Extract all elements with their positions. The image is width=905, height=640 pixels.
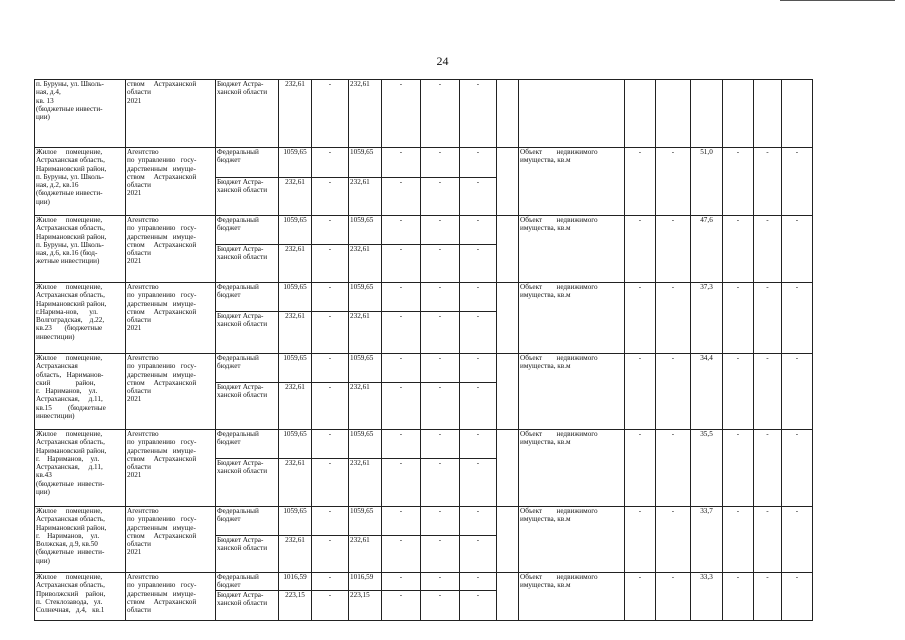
indicator-value: 33,3 [691, 573, 723, 621]
budget-source: Федеральный бюджет [216, 573, 279, 591]
indicator-value: - [754, 430, 782, 507]
indicator-value: - [782, 430, 813, 507]
executor-agency: Агентство по управлению госу- дарственным имуще- ством Астраханской области 2021 [126, 430, 216, 507]
indicator-value: - [782, 573, 813, 621]
budget-source: Бюджет Астра- ханской области [216, 459, 279, 507]
executor-agency: Агентство по управлению госу- дарственным имуще- ством Астраханской области 2021 [126, 216, 216, 283]
budget-source: Федеральный бюджет [216, 283, 279, 312]
indicator-value: - [782, 148, 813, 216]
object-description: Жилое помещение, Астраханская область, Нариманов- ский район, г. Нариманов, ул. Астраханская, д.11, кв.15 (бюджетные инвестиции) [35, 354, 126, 430]
object-description: Жилое помещение, Астраханская область, Наримановский район, п. Буруны, ул. Школь- ная, д.2, кв.16 (бюджетные инвести- ции) [35, 148, 126, 216]
indicator-value: - [723, 148, 754, 216]
budget-year-3: - [382, 148, 421, 178]
budget-year-3: - [382, 590, 421, 620]
object-description: Жилое помещение, Астраханская область, Наримановский район, г. Нариманов, ул. Волжская, д.9, кв.50 (бюджетные инвести- ции) [35, 507, 126, 573]
budget-year-3: - [382, 430, 421, 459]
indicator-value: 37,3 [691, 283, 723, 354]
budget-total: 1059,65 [279, 216, 312, 245]
budget-year-1: - [312, 430, 349, 459]
budget-total: 1059,65 [279, 148, 312, 178]
budget-year-5: - [460, 536, 497, 573]
budget-year-3: - [382, 354, 421, 383]
budget-year-3: - [382, 573, 421, 591]
budget-year-2: 1059,65 [349, 430, 382, 459]
budget-year-1: - [312, 148, 349, 178]
indicator-value: - [723, 430, 754, 507]
budget-year-4: - [421, 216, 460, 245]
budget-year-4: - [421, 590, 460, 620]
object-description: п. Буруны, ул. Школь- ная, д.4, кв. 13 (бюджетные инвести- ции) [35, 80, 126, 148]
budget-year-4: - [421, 178, 460, 216]
budget-source: Бюджет Астра- ханской области [216, 590, 279, 620]
indicator-value: - [656, 430, 691, 507]
budget-year-2: 1059,65 [349, 148, 382, 178]
empty-cell [497, 80, 519, 148]
budget-year-4: - [421, 80, 460, 148]
indicator-value: - [656, 148, 691, 216]
indicator-value: - [754, 283, 782, 354]
budget-year-5: - [460, 80, 497, 148]
budget-source: Федеральный бюджет [216, 148, 279, 178]
budget-year-4: - [421, 245, 460, 283]
budget-year-5: - [460, 430, 497, 459]
indicator-value: - [754, 216, 782, 283]
indicator-value: - [723, 507, 754, 573]
table-row [35, 430, 813, 459]
indicator-value: - [754, 354, 782, 430]
budget-year-5: - [460, 216, 497, 245]
indicator-value [625, 80, 656, 148]
indicator-value: - [782, 507, 813, 573]
budget-year-1: - [312, 459, 349, 507]
indicator-value: 47,6 [691, 216, 723, 283]
empty-cell [497, 283, 519, 354]
budget-source: Бюджет Астра- ханской области [216, 312, 279, 354]
indicator-value: - [723, 354, 754, 430]
budget-source: Бюджет Астра- ханской области [216, 245, 279, 283]
indicator-value: 33,7 [691, 507, 723, 573]
budget-year-1: - [312, 590, 349, 620]
budget-year-5: - [460, 283, 497, 312]
budget-source: Федеральный бюджет [216, 430, 279, 459]
budget-year-1: - [312, 536, 349, 573]
budget-year-2: 232,61 [349, 312, 382, 354]
budget-year-3: - [382, 178, 421, 216]
budget-source: Федеральный бюджет [216, 216, 279, 245]
object-description: Жилое помещение, Астраханская область, Наримановский район, п. Буруны, ул. Школь- ная, д.6, кв.16 (бюд- жетные инвестиции) [35, 216, 126, 283]
budget-total: 232,61 [279, 312, 312, 354]
budget-year-5: - [460, 383, 497, 430]
budget-year-1: - [312, 216, 349, 245]
budget-total: 232,61 [279, 536, 312, 573]
budget-year-2: 1059,65 [349, 354, 382, 383]
budget-year-4: - [421, 283, 460, 312]
empty-cell [497, 148, 519, 216]
indicator-value: - [782, 354, 813, 430]
indicator-value: - [754, 148, 782, 216]
budget-year-5: - [460, 245, 497, 283]
object-description: Жилое помещение, Астраханская область, Приволжский район, п. Стеклозавода, ул. Солнечная, д.4, кв.1 [35, 573, 126, 621]
indicator-value: 35,5 [691, 430, 723, 507]
budget-year-2: 232,61 [349, 80, 382, 148]
budget-total: 232,61 [279, 459, 312, 507]
indicator-value [754, 80, 782, 148]
table-row [35, 507, 813, 536]
budget-year-2: 1059,65 [349, 507, 382, 536]
budget-year-4: - [421, 459, 460, 507]
budget-year-1: - [312, 312, 349, 354]
indicator-value: - [723, 216, 754, 283]
indicator-value: - [625, 148, 656, 216]
indicator-value: - [625, 283, 656, 354]
executor-agency: Агентство по управлению госу- дарственным имуще- ством Астраханской области 2021 [126, 283, 216, 354]
object-description: Жилое помещение, Астраханская область, Наримановский район, г.Нарима-нов, ул. Волгоградская, д.22, кв.23 (бюджетные инвестиции) [35, 283, 126, 354]
budget-year-4: - [421, 430, 460, 459]
indicator-value: - [754, 573, 782, 621]
budget-year-5: - [460, 507, 497, 536]
indicator-value: - [723, 573, 754, 621]
budget-year-3: - [382, 312, 421, 354]
indicator-value: - [723, 283, 754, 354]
executor-agency: Агентство по управлению госу- дарственным имуще- ством Астраханской области 2021 [126, 354, 216, 430]
result-indicator [519, 80, 625, 148]
budget-year-2: 232,61 [349, 383, 382, 430]
table-row [35, 148, 813, 178]
indicator-value: - [656, 507, 691, 573]
result-indicator: Объект недвижимого имущества, кв.м [519, 216, 625, 283]
budget-year-1: - [312, 245, 349, 283]
budget-year-5: - [460, 148, 497, 178]
budget-year-3: - [382, 216, 421, 245]
budget-year-5: - [460, 573, 497, 591]
budget-total: 1059,65 [279, 507, 312, 536]
indicator-value: - [656, 283, 691, 354]
page-number: 24 [436, 54, 449, 68]
table-row [35, 80, 813, 148]
budget-year-4: - [421, 148, 460, 178]
budget-year-3: - [382, 536, 421, 573]
budget-year-5: - [460, 354, 497, 383]
empty-cell [497, 354, 519, 430]
indicator-value [723, 80, 754, 148]
budget-year-3: - [382, 283, 421, 312]
empty-cell [497, 430, 519, 507]
budget-year-2: 1016,59 [349, 573, 382, 591]
indicator-value: - [656, 354, 691, 430]
budget-year-1: - [312, 283, 349, 312]
budget-total: 232,61 [279, 178, 312, 216]
top-rule [780, 0, 895, 1]
budget-year-4: - [421, 573, 460, 591]
budget-year-5: - [460, 459, 497, 507]
budget-year-4: - [421, 536, 460, 573]
table-row [35, 283, 813, 312]
indicator-value: - [782, 216, 813, 283]
table-row [35, 573, 813, 591]
budget-year-1: - [312, 383, 349, 430]
indicator-value: - [625, 216, 656, 283]
budget-year-1: - [312, 507, 349, 536]
indicator-value [656, 80, 691, 148]
executor-agency: Агентство по управлению госу- дарственным имуще- ством Астраханской области 2021 [126, 148, 216, 216]
budget-source: Бюджет Астра- ханской области [216, 178, 279, 216]
budget-total: 1059,65 [279, 354, 312, 383]
budget-total: 232,61 [279, 383, 312, 430]
investment-table [34, 79, 813, 621]
budget-year-5: - [460, 312, 497, 354]
empty-cell [497, 573, 519, 621]
budget-year-1: - [312, 178, 349, 216]
budget-source: Бюджет Астра- ханской области [216, 383, 279, 430]
budget-year-5: - [460, 590, 497, 620]
indicator-value: - [782, 283, 813, 354]
indicator-value: - [754, 507, 782, 573]
object-description: Жилое помещение, Астраханская область, Наримановский район, г. Нариманов, ул. Астраханская, д.11, кв.43 (бюджетные инвести- ции) [35, 430, 126, 507]
budget-source: Федеральный бюджет [216, 507, 279, 536]
table-row [35, 216, 813, 245]
budget-year-2: 232,61 [349, 245, 382, 283]
budget-year-4: - [421, 354, 460, 383]
indicator-value [782, 80, 813, 148]
budget-year-3: - [382, 507, 421, 536]
indicator-value: - [625, 430, 656, 507]
budget-year-4: - [421, 507, 460, 536]
indicator-value: - [656, 216, 691, 283]
result-indicator: Объект недвижимого имущества, кв.м [519, 507, 625, 573]
budget-year-2: 223,15 [349, 590, 382, 620]
budget-year-5: - [460, 178, 497, 216]
empty-cell [497, 216, 519, 283]
indicator-value: - [625, 573, 656, 621]
indicator-value [691, 80, 723, 148]
budget-year-4: - [421, 312, 460, 354]
budget-year-2: 232,61 [349, 536, 382, 573]
result-indicator: Объект недвижимого имущества, кв.м [519, 430, 625, 507]
executor-agency: Агентство по управлению госу- дарственным имуще- ством Астраханской области 2021 [126, 507, 216, 573]
budget-year-1: - [312, 354, 349, 383]
budget-total: 232,61 [279, 80, 312, 148]
budget-total: 223,15 [279, 590, 312, 620]
budget-year-2: 1059,65 [349, 283, 382, 312]
budget-year-1: - [312, 573, 349, 591]
table-row [35, 354, 813, 383]
budget-year-2: 232,61 [349, 178, 382, 216]
indicator-value: - [625, 507, 656, 573]
budget-year-4: - [421, 383, 460, 430]
empty-cell [497, 507, 519, 573]
indicator-value: 34,4 [691, 354, 723, 430]
result-indicator: Объект недвижимого имущества, кв.м [519, 283, 625, 354]
indicator-value: - [625, 354, 656, 430]
budget-source: Бюджет Астра- ханской области [216, 536, 279, 573]
budget-source: Бюджет Астра- ханской области [216, 80, 279, 148]
indicator-value: 51,0 [691, 148, 723, 216]
budget-total: 1016,59 [279, 573, 312, 591]
budget-year-2: 1059,65 [349, 216, 382, 245]
executor-agency: Агентство по управлению госу- дарственным имуще- ством Астраханской области [126, 573, 216, 621]
budget-year-3: - [382, 80, 421, 148]
budget-total: 1059,65 [279, 430, 312, 459]
result-indicator: Объект недвижимого имущества, кв.м [519, 354, 625, 430]
budget-year-1: - [312, 80, 349, 148]
result-indicator: Объект недвижимого имущества, кв.м [519, 573, 625, 621]
budget-source: Федеральный бюджет [216, 354, 279, 383]
budget-year-2: 232,61 [349, 459, 382, 507]
result-indicator: Объект недвижимого имущества, кв.м [519, 148, 625, 216]
executor-agency: ством Астраханской области 2021 [126, 80, 216, 148]
budget-year-3: - [382, 245, 421, 283]
budget-year-3: - [382, 383, 421, 430]
budget-year-3: - [382, 459, 421, 507]
indicator-value: - [656, 573, 691, 621]
budget-total: 1059,65 [279, 283, 312, 312]
budget-total: 232,61 [279, 245, 312, 283]
